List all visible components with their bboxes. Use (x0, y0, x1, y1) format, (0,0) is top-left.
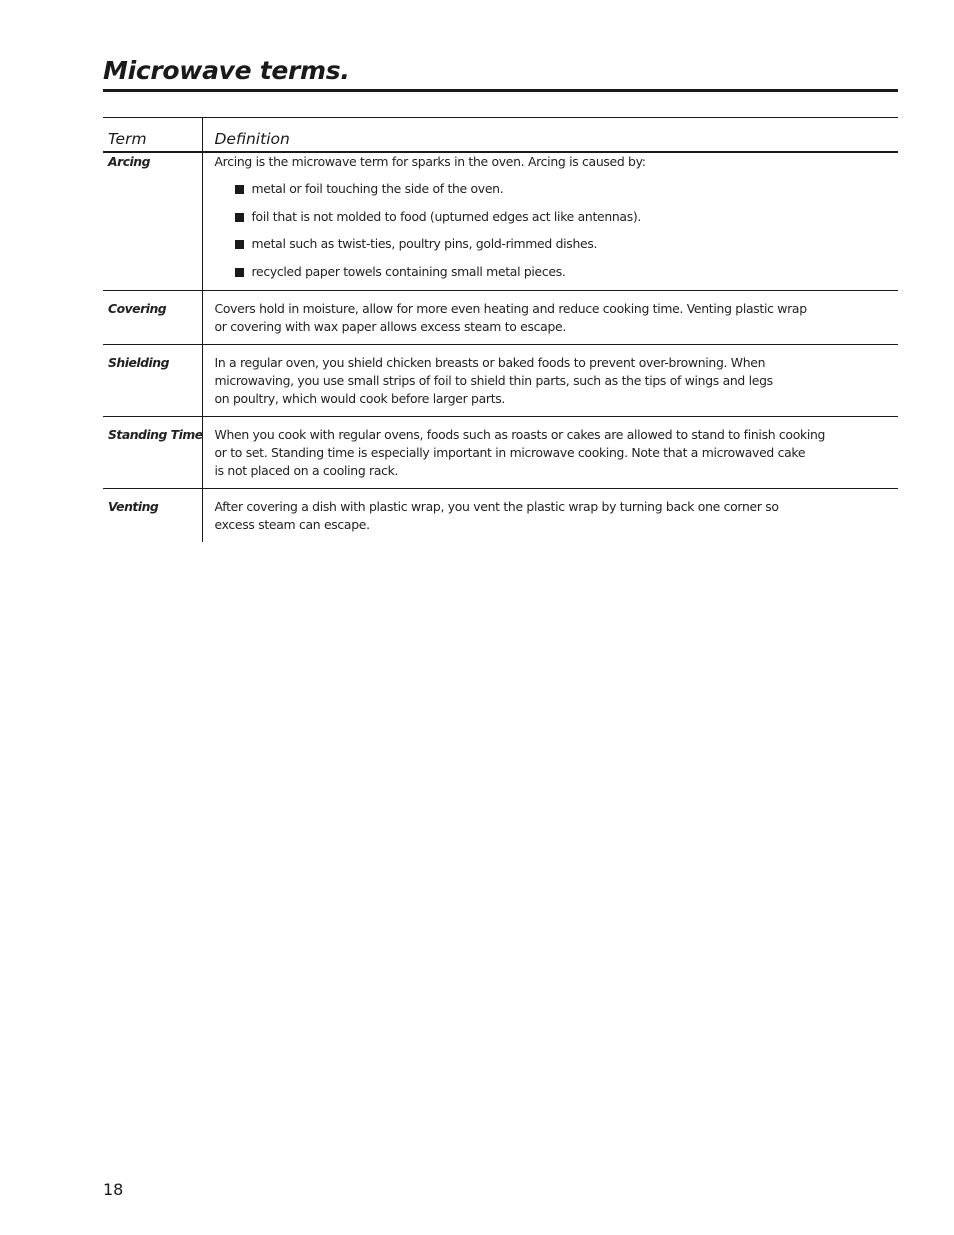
bullet-item (235, 208, 899, 226)
bullet-item (235, 235, 899, 253)
term-shielding: Shielding (103, 344, 202, 416)
definition-line: on poultry, which would cook before larger parts. (214, 390, 506, 406)
page-title: Microwave terms. (103, 56, 350, 85)
square-bullet-icon (235, 213, 244, 222)
term-arcing: Arcing (103, 152, 202, 290)
table-header-row (103, 118, 898, 153)
table-row (103, 488, 898, 542)
table-row (103, 344, 898, 416)
term-venting: Venting (108, 498, 159, 514)
table-row (103, 152, 898, 290)
square-bullet-icon (235, 268, 244, 277)
definition-shielding (202, 344, 898, 416)
bullet-text: foil that is not molded to food (upturned edges act like antennas). (251, 208, 642, 224)
terms-table (103, 117, 898, 542)
definition-line: In a regular oven, you shield chicken breasts or baked foods to prevent over-browning. When (214, 354, 766, 370)
definition-line: is not placed on a cooling rack. (214, 462, 399, 478)
square-bullet-icon (235, 185, 244, 194)
page-number: 18 (103, 1180, 124, 1199)
term-column-header: Term (103, 118, 202, 153)
term-standing-time: Standing Time (103, 416, 202, 488)
term-covering: Covering (103, 290, 202, 344)
definition-line: When you cook with regular ovens, foods such as roasts or cakes are allowed to stand to finish cooking (214, 426, 826, 442)
definition-line: or covering with wax paper allows excess steam to escape. (214, 318, 566, 334)
definition-venting (202, 488, 898, 542)
definition-line: Arcing is the microwave term for sparks in the oven. Arcing is caused by: (214, 154, 646, 169)
bullet-text: metal or foil touching the side of the oven. (251, 181, 504, 197)
definition-line: microwaving, you use small strips of foil to shield thin parts, such as the tips of wings and legs (214, 372, 773, 388)
bullet-item (235, 180, 899, 198)
definition-covering (202, 290, 898, 344)
title-rule (103, 89, 898, 92)
definition-line: After covering a dish with plastic wrap, you vent the plastic wrap by turning back one corner so (214, 498, 779, 514)
definition-standing-time (202, 416, 898, 488)
bullet-text: recycled paper towels containing small metal pieces. (251, 263, 566, 279)
definition-line: or to set. Standing time is especially important in microwave cooking. Note that a microwaved cake (214, 444, 806, 460)
definition-line: excess steam can escape. (214, 516, 370, 532)
definition-column-header: Definition (202, 118, 898, 153)
bullet-text: metal such as twist-ties, poultry pins, gold-rimmed dishes. (251, 236, 598, 252)
bullet-item (235, 263, 899, 281)
definition-line: Covers hold in moisture, allow for more even heating and reduce cooking time. Venting plastic wrap (214, 300, 807, 316)
table-row (103, 416, 898, 488)
definition-arcing (202, 152, 898, 290)
bullet-list (215, 180, 899, 280)
square-bullet-icon (235, 240, 244, 249)
table-row (103, 290, 898, 344)
